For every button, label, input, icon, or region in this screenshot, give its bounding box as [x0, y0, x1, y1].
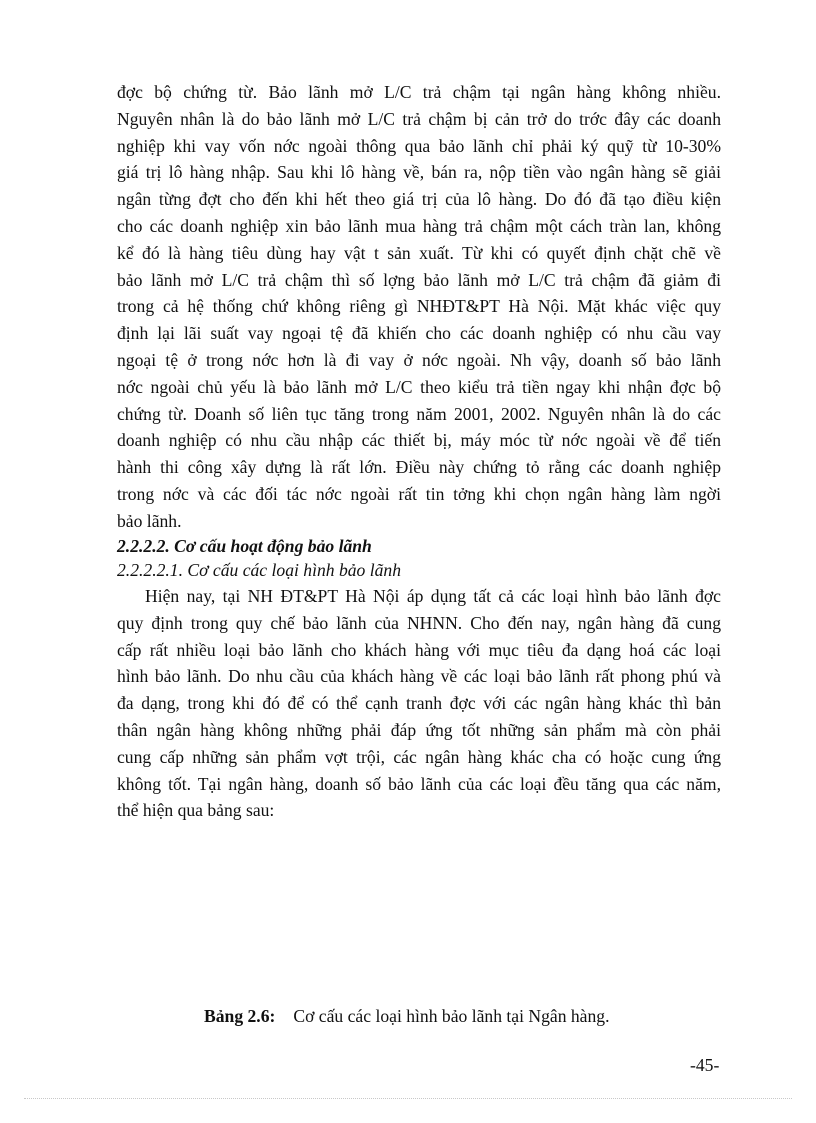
text-line: quy định trong quy chế bảo lãnh của NHNN. Cho đến nay, ngân hàng đã cung: [117, 612, 721, 633]
section-heading: 2.2.2.2. Cơ cấu hoạt động bảo lãnh: [117, 536, 372, 556]
text-line: nớc ngoài chủ yếu là bảo lãnh mở L/C theo kiểu trả tiền ngay khi nhận đợc bộ: [117, 376, 721, 397]
footer-divider: [24, 1098, 792, 1099]
text-line: đa dạng, trong khi đó để có thể cạnh tranh đợc với các ngân hàng khác thì bản: [117, 693, 721, 714]
text-line: định lại lãi suất vay ngoại tệ đã khiến cho các doanh nghiệp có nhu cầu vay: [117, 323, 721, 344]
text-line: cho các doanh nghiệp xin bảo lãnh mua hàng trả chậm một cách tràn lan, không: [117, 215, 721, 236]
table-caption: [204, 1003, 610, 1029]
text-line: trong cả hệ thống chứ không riêng gì NHĐT&PT Hà Nội. Mặt khác việc quy: [117, 296, 721, 317]
text-line: chứng từ. Doanh số liên tục tăng trong năm 2001, 2002. Nguyên nhân là do các: [117, 403, 721, 424]
text-line: cấp rất nhiều loại bảo lãnh cho khách hàng với mục tiêu đa dạng hoá các loại: [117, 639, 721, 660]
text-line: nghiệp khi vay vốn nớc ngoài thông qua bảo lãnh chỉ phải ký quỹ từ 10-30%: [117, 135, 721, 156]
text-line: ngoại tệ ở trong nớc hơn là đi vay ở nớc ngoài. Nh vậy, doanh số bảo lãnh: [117, 349, 721, 370]
text-line: trong nớc và các đối tác nớc ngoài rất tin tởng khi chọn ngân hàng làm ngời: [117, 483, 721, 504]
text-line: cung cấp những sản phẩm vợt trội, các ngân hàng khác cha có hoặc cung ứng: [117, 746, 721, 767]
body-paragraph-2: [117, 583, 721, 824]
table-caption-label: Bảng 2.6:: [204, 1006, 276, 1026]
text-line: hình bảo lãnh. Do nhu cầu của khách hàng về các loại bảo lãnh rất phong phú và: [117, 666, 721, 687]
text-line: doanh nghiệp có nhu cầu nhập các thiết bị, máy móc từ nớc ngoài về để tiến: [117, 430, 721, 451]
text-line: Hiện nay, tại NH ĐT&PT Hà Nội áp dụng tất cả các loại hình bảo lãnh đợc: [145, 586, 721, 606]
table-caption-text: Cơ cấu các loại hình bảo lãnh tại Ngân hàng.: [293, 1006, 610, 1026]
text-line: bảo lãnh mở L/C trả chậm thì số lợng bảo lãnh mở L/C trả chậm đã giảm đi: [117, 269, 721, 290]
text-line: Nguyên nhân là do bảo lãnh mở L/C trả chậm bị cản trở do trớc đây các doanh: [117, 108, 721, 129]
text-line: bảo lãnh.: [117, 510, 182, 531]
text-line: hành thi công xây dựng là rất lớn. Điều này chứng tỏ rằng các doanh nghiệp: [117, 457, 721, 478]
text-line: kể đó là hàng tiêu dùng hay vật t sản xuất. Từ khi có quyết định chặt chẽ về: [117, 242, 721, 263]
text-line: ngân từng đợt cho đến khi hết theo giá trị của lô hàng. Do đó đã tạo điều kiện: [117, 189, 721, 210]
text-line: thể hiện qua bảng sau:: [117, 800, 275, 821]
body-paragraph-1: [117, 79, 721, 535]
page-number: -45-: [690, 1055, 720, 1075]
text-line: không tốt. Tại ngân hàng, doanh số bảo lãnh của các loại đều tăng qua các năm,: [117, 773, 721, 794]
text-line: đợc bộ chứng từ. Bảo lãnh mở L/C trả chậm tại ngân hàng không nhiều.: [117, 82, 721, 102]
text-line: giá trị lô hàng nhập. Sau khi lô hàng về, bán ra, nộp tiền vào ngân hàng sẽ giải: [117, 162, 721, 183]
subsection-heading: 2.2.2.2.1. Cơ cấu các loại hình bảo lãnh: [117, 560, 402, 580]
text-line: thân ngân hàng không những phải đáp ứng tốt những sản phẩm mà còn phải: [117, 719, 721, 740]
